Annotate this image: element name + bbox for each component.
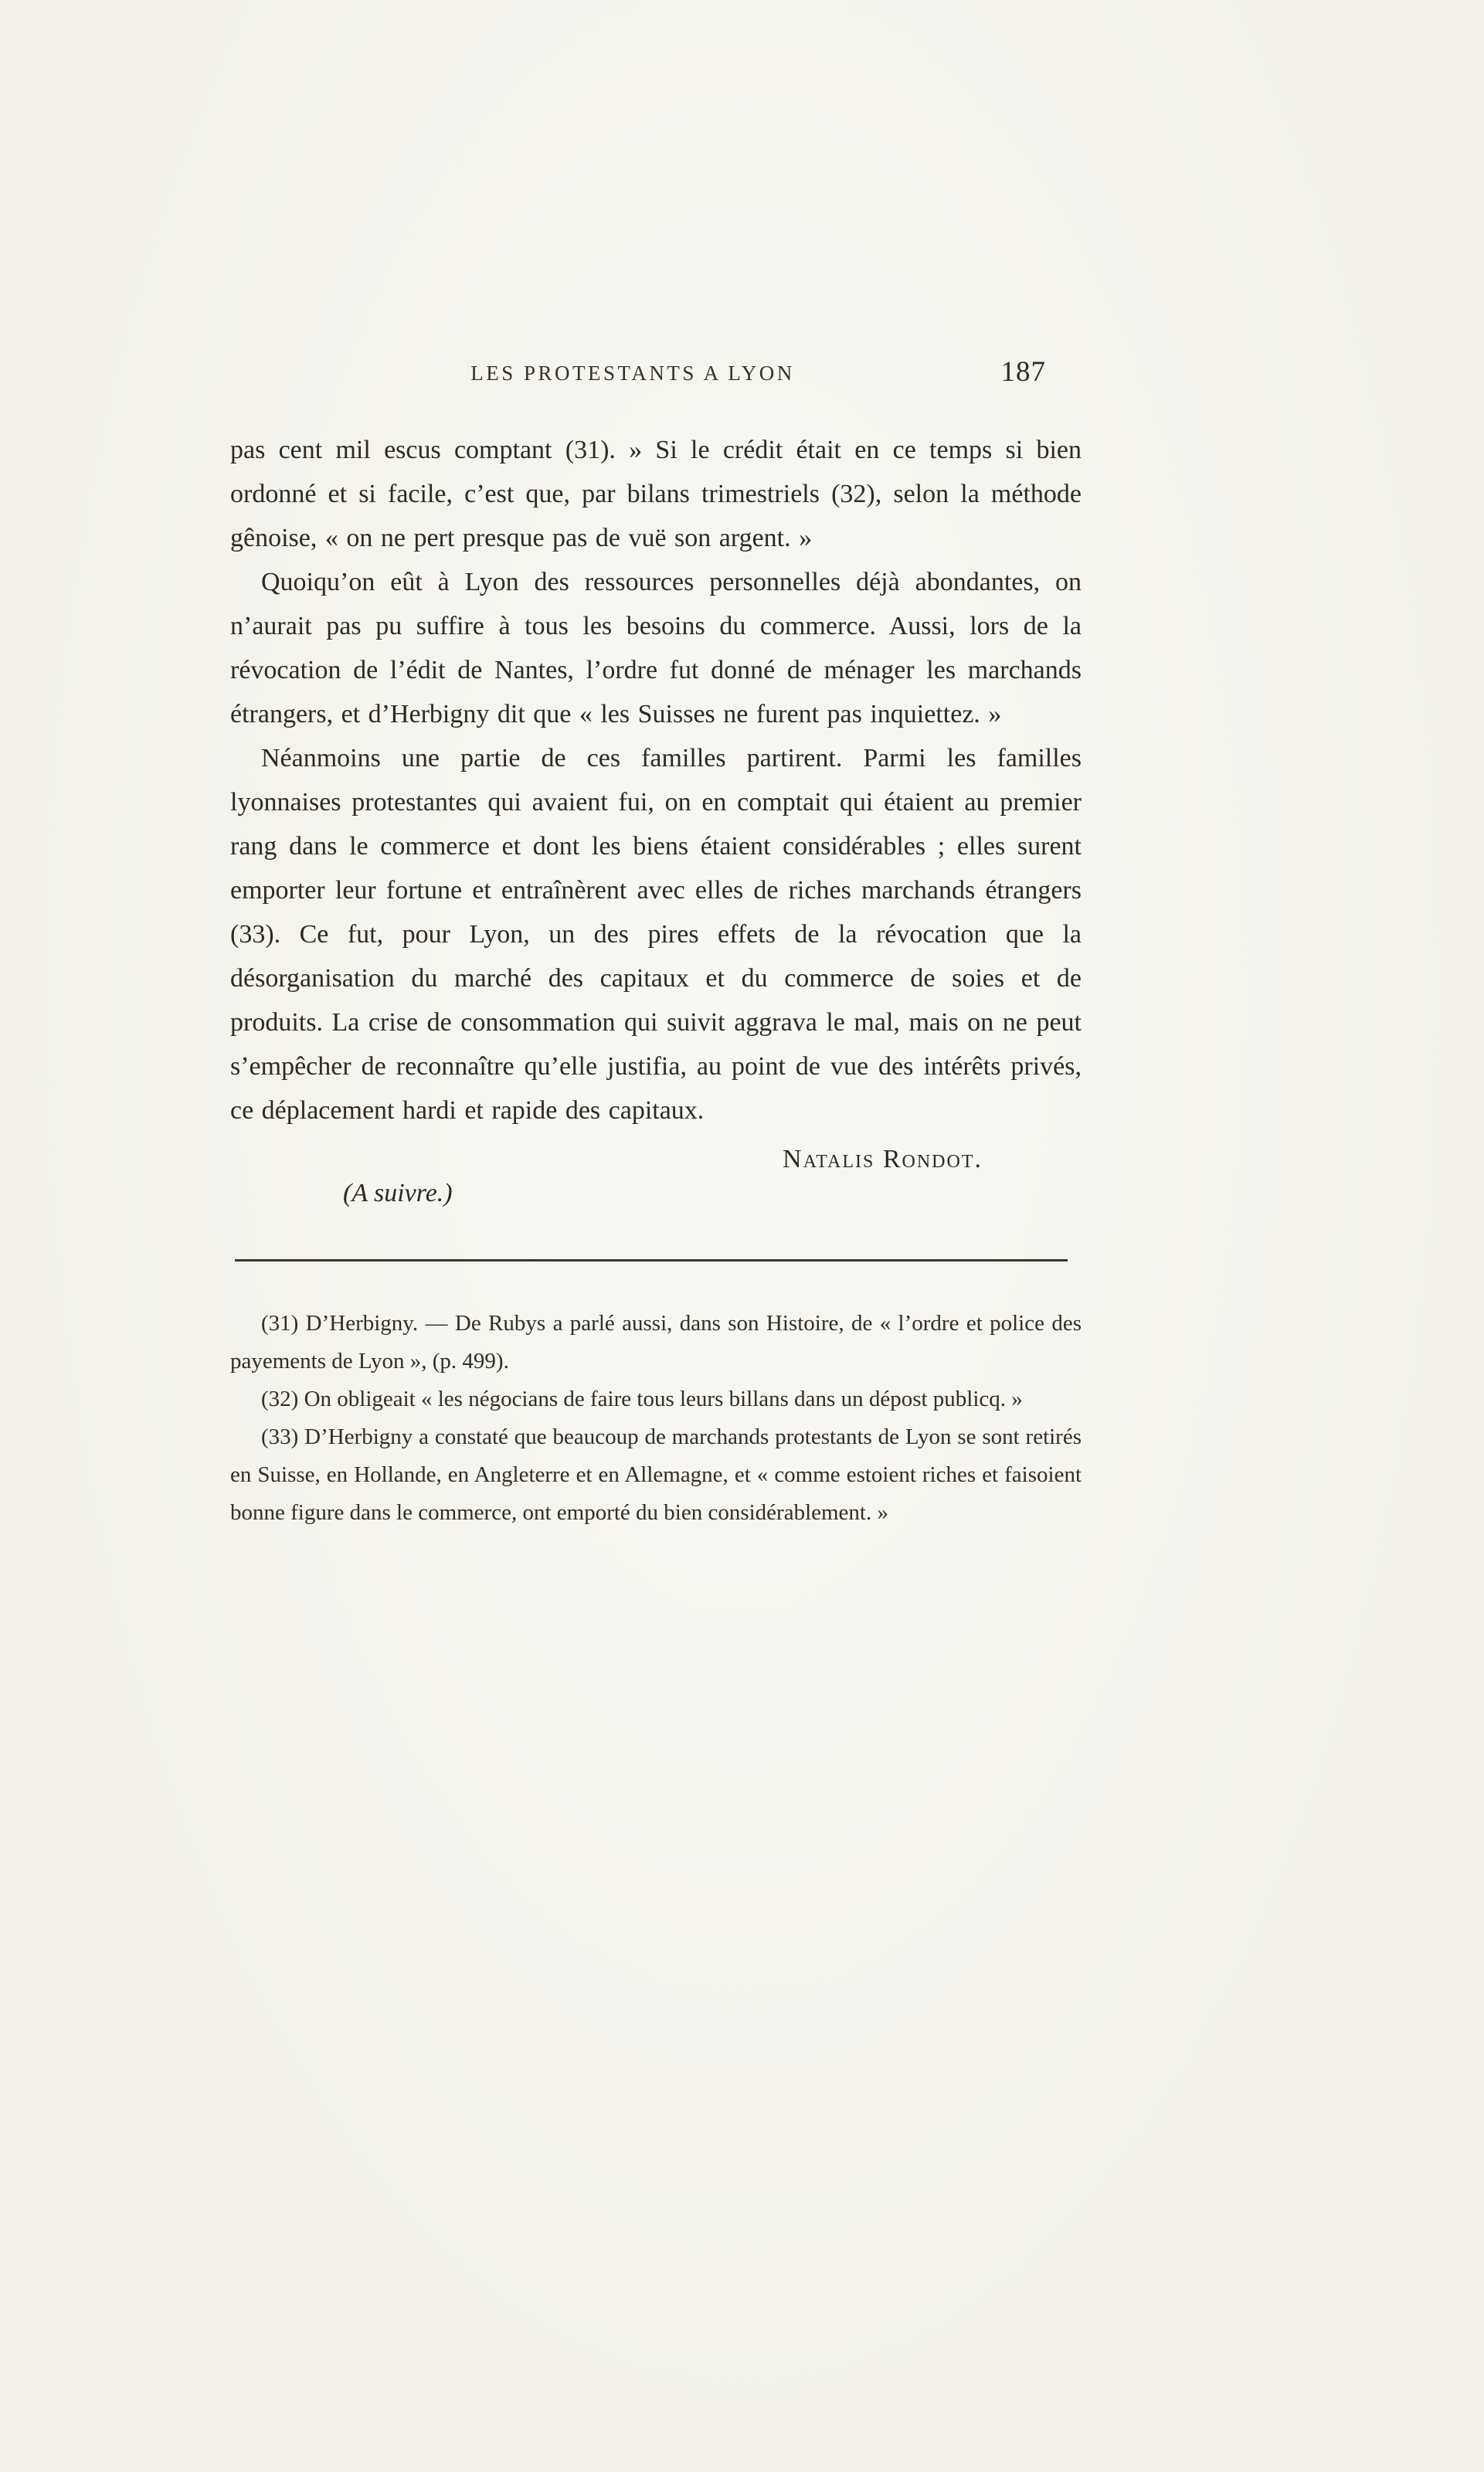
footnotes-section: [230, 1305, 1082, 1532]
page-number: 187: [1000, 356, 1046, 388]
footnote-33: (33) D’Herbigny a constaté que beaucoup de marchands protestants de Lyon se sont retirés en Suisse, en Hollande, en Angleterre et en Allemagne, et « comme estoient riches et faisoient bonne figure dans le commerce, ont emporté du bien considérablement. »: [230, 1424, 1082, 1525]
paragraph: Néanmoins une partie de ces familles partirent. Parmi les familles lyonnaises protestantes qui avaient fui, on en comptait qui étaient au premier rang dans le commerce et dont les biens étaient considérables ; elles surent emporter leur fortune et entraînèrent avec elles de riches marchands étrangers (33). Ce fut, pour Lyon, un des pires effets de la révocation que la désorganisation du marché des capitaux et du commerce de soies et de produits. La crise de consommation qui suivit aggrava le mal, mais on ne peut s’empêcher de reconnaître qu’elle justifia, au point de vue des intérêts privés, ce déplacement hardi et rapide des capitaux.: [230, 744, 1082, 1125]
page-header: [230, 356, 1082, 396]
continuation-note: (A suivre.): [343, 1179, 453, 1207]
paragraph-continuation: pas cent mil escus comptant (31). » Si le crédit était en ce temps si bien ordonné et si facile, c’est que, par bilans trimestriels (32), selon la méthode gênoise, « on ne pert presque pas de vuë son argent. »: [230, 436, 1082, 552]
running-title: LES PROTESTANTS A LYON: [470, 362, 795, 385]
text-block: [230, 356, 1082, 1532]
author-signature: Natalis Rondot.: [783, 1145, 983, 1173]
footnote-divider: [235, 1259, 1068, 1261]
footnote-32: (32) On obligeait « les négocians de faire tous leurs billans dans un dépost publicq. »: [261, 1387, 1023, 1411]
footnote-31: (31) D’Herbigny. — De Rubys a parlé aussi, dans son Histoire, de « l’ordre et police des payements de Lyon », (p. 499).: [230, 1311, 1082, 1374]
paragraph: Quoiqu’on eût à Lyon des ressources personnelles déjà abondantes, on n’aurait pas pu suffire à tous les besoins du commerce. Aussi, lors de la révocation de l’édit de Nantes, l’ordre fut donné de ménager les marchands étrangers, et d’Herbigny dit que « les Suisses ne furent pas inquiettez. »: [230, 568, 1082, 728]
body-text: [230, 428, 1082, 1132]
